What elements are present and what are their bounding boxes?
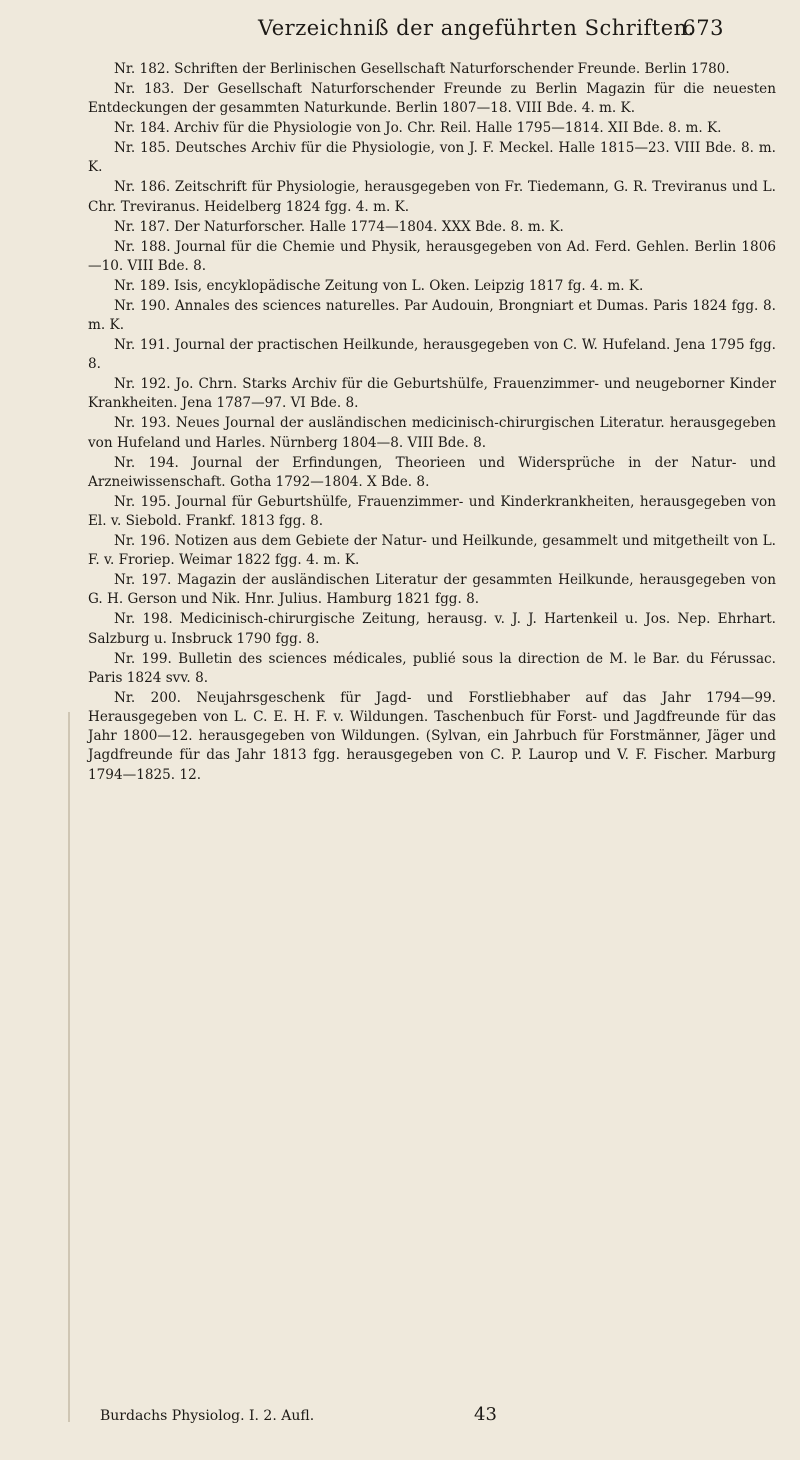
running-head xyxy=(258,10,724,50)
bibliography-entry: Nr. 185. Deutsches Archiv für die Physiologie, von J. F. Meckel. Halle 1815—23. VIII Bde. 8. m. K. xyxy=(88,140,776,176)
bibliography-entry: Nr. 199. Bulletin des sciences médicales, publié sous la direction de M. le Bar. du Férussac. Paris 1824 svv. 8. xyxy=(88,650,776,686)
bibliography-entry: Nr. 197. Magazin der ausländischen Literatur der gesammten Heilkunde, herausgegeben von G. H. Gerson und Nik. Hnr. Julius. Hamburg 1821 fgg. 8. xyxy=(88,572,776,608)
bibliography-entry: Nr. 190. Annales des sciences naturelles. Par Audouin, Brongniart et Dumas. Paris 1824 fgg. 8. m. K. xyxy=(88,297,776,334)
bibliography-entry: Nr. 192. Jo. Chrn. Starks Archiv für die Geburtshülfe, Frauenzimmer- und neugeborner Kinder Krankheiten. Jena 1787—97. VI Bde. 8. xyxy=(88,376,776,412)
bibliography-entry: Nr. 196. Notizen aus dem Gebiete der Natur- und Heilkunde, gesammelt und mitgetheilt von L. F. v. Froriep. Weimar 1822 fgg. 4. m. K. xyxy=(88,533,776,569)
signature-line: Burdachs Physiolog. I. 2. Aufl. xyxy=(100,1408,315,1424)
bibliography-entry: Nr. 195. Journal für Geburtshülfe, Frauenzimmer- und Kinderkrankheiten, herausgegeben von El. v. Siebold. Frankf. 1813 fgg. 8. xyxy=(88,493,776,530)
bibliography-entry: Nr. 198. Medicinisch-chirurgische Zeitung, herausg. v. J. J. Hartenkeil u. Jos. Nep. Ehrhart. Salzburg u. Insbruck 1790 fgg. 8. xyxy=(88,611,776,647)
bibliography-entry: Nr. 189. Isis, encyklopädische Zeitung von L. Oken. Leipzig 1817 fg. 4. m. K. xyxy=(114,277,644,294)
bibliography-entry: Nr. 183. Der Gesellschaft Naturforschender Freunde zu Berlin Magazin für die neuesten Entdeckungen der gesammten Naturkunde. Berlin 1807—18. VIII Bde. 4. m. K. xyxy=(88,81,776,117)
running-head-title: Verzeichniß der angeführten Schriften. xyxy=(258,16,695,40)
gutter-shadow xyxy=(68,712,70,1422)
bibliography-entry: Nr. 200. Neujahrsgeschenk für Jagd- und Forstliebhaber auf das Jahr 1794—99. Herausgegeben von L. C. E. H. F. v. Wildungen. Taschenbuch für Forst- und Jagdfreunde für das Jahr 1800—12. herausgegeben von Wildungen. (Sylvan, ein Jahrbuch für Forstmänner, Jäger und Jagdfreunde für das Jahr 1813 fgg. herausgegeben von C. P. Laurop und V. F. Fischer. Marburg 1794—1825. 12. xyxy=(88,689,776,783)
bibliography-list xyxy=(88,60,776,785)
page-number: 673 xyxy=(682,16,724,40)
bibliography-entry: Nr. 194. Journal der Erfindungen, Theorieen und Widersprüche in der Natur- und Arzneiwissenschaft. Gotha 1792—1804. X Bde. 8. xyxy=(88,454,776,490)
page-footer xyxy=(100,1404,740,1444)
bibliography-entry: Nr. 186. Zeitschrift für Physiologie, herausgegeben von Fr. Tiedemann, G. R. Treviranus und L. Chr. Treviranus. Heidelberg 1824 fgg. 4. m. K. xyxy=(88,179,776,215)
bibliography-entry: Nr. 191. Journal der practischen Heilkunde, herausgegeben von C. W. Hufeland. Jena 1795 fgg. 8. xyxy=(88,337,776,373)
bibliography-entry: Nr. 188. Journal für die Chemie und Physik, herausgegeben von Ad. Ferd. Gehlen. Berlin 1806—10. VIII Bde. 8. xyxy=(88,238,776,274)
bibliography-entry: Nr. 193. Neues Journal der ausländischen medicinisch-chirurgischen Literatur. herausgegeben von Hufeland und Harles. Nürnberg 1804—8. VIII Bde. 8. xyxy=(88,415,776,451)
bibliography-entry: Nr. 182. Schriften der Berlinischen Gesellschaft Naturforschender Freunde. Berlin 1780. xyxy=(114,61,730,77)
bibliography-entry: Nr. 184. Archiv für die Physiologie von Jo. Chr. Reil. Halle 1795—1814. XII Bde. 8. m. K. xyxy=(114,120,722,137)
sheet-number: 43 xyxy=(474,1404,497,1425)
bibliography-entry: Nr. 187. Der Naturforscher. Halle 1774—1804. XXX Bde. 8. m. K. xyxy=(114,218,564,235)
